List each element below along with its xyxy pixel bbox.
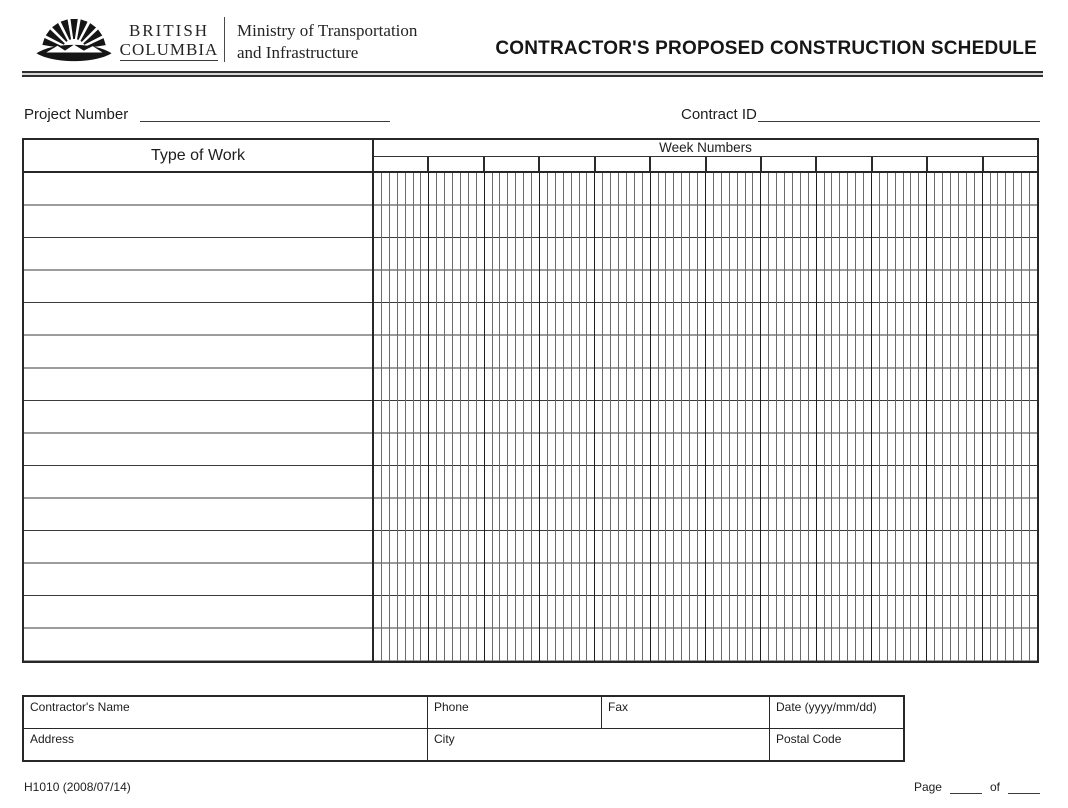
week-cells-row [374, 157, 1037, 171]
schedule-table-body [24, 173, 1037, 661]
contract-id-label: Contract ID [681, 106, 757, 123]
day-column[interactable] [445, 173, 453, 661]
day-column[interactable] [825, 173, 833, 661]
day-column[interactable] [493, 173, 501, 661]
schedule-table [22, 138, 1039, 663]
day-column[interactable] [398, 173, 406, 661]
week-column [374, 173, 429, 661]
week-column [761, 173, 816, 661]
contractor-table-row1 [24, 697, 903, 729]
day-column[interactable] [477, 173, 484, 661]
week-number-cell-4[interactable] [540, 157, 595, 171]
day-column[interactable] [508, 173, 516, 661]
day-column[interactable] [635, 173, 643, 661]
day-column[interactable] [390, 173, 398, 661]
contract-id-field[interactable] [758, 107, 1040, 122]
work-row[interactable] [24, 368, 372, 401]
date-label: Date (yyyy/mm/dd) [776, 700, 877, 714]
work-row[interactable] [24, 173, 372, 206]
fax-field[interactable] [602, 697, 770, 728]
work-row[interactable] [24, 238, 372, 271]
day-column[interactable] [548, 173, 556, 661]
day-column[interactable] [888, 173, 896, 661]
week-number-cell-8[interactable] [762, 157, 817, 171]
date-field[interactable] [770, 697, 903, 728]
day-column[interactable] [643, 173, 650, 661]
day-column[interactable] [414, 173, 422, 661]
day-column[interactable] [769, 173, 777, 661]
day-column[interactable] [817, 173, 825, 661]
day-column[interactable] [516, 173, 524, 661]
of-label: of [989, 780, 1000, 794]
day-column[interactable] [524, 173, 532, 661]
day-column[interactable] [500, 173, 508, 661]
day-column[interactable] [382, 173, 390, 661]
week-column [706, 173, 761, 661]
day-column[interactable] [722, 173, 730, 661]
fax-label: Fax [608, 700, 629, 714]
type-of-work-rows [24, 173, 374, 661]
day-column[interactable] [374, 173, 382, 661]
day-column[interactable] [659, 173, 667, 661]
contractors-name-field[interactable] [24, 697, 428, 728]
header-double-rule [22, 71, 1043, 77]
day-column[interactable] [627, 173, 635, 661]
day-column[interactable] [1006, 173, 1014, 661]
bc-government-logo [28, 12, 120, 66]
postal-code-label: Postal Code [776, 732, 842, 746]
work-row[interactable] [24, 498, 372, 531]
week-number-cell-12[interactable] [984, 157, 1037, 171]
day-column[interactable] [793, 173, 801, 661]
day-column[interactable] [437, 173, 445, 661]
form-number: H1010 (2008/07/14) [24, 780, 131, 794]
day-column[interactable] [864, 173, 871, 661]
ministry-name [237, 20, 417, 64]
ministry-line2: and Infrastructure [237, 43, 359, 62]
day-column[interactable] [880, 173, 888, 661]
day-column[interactable] [872, 173, 880, 661]
week-column [651, 173, 706, 661]
phone-field[interactable] [428, 697, 602, 728]
form-title: CONTRACTOR'S PROPOSED CONSTRUCTION SCHEDULE [495, 38, 1037, 59]
day-column[interactable] [761, 173, 769, 661]
schedule-table-header [24, 140, 1037, 173]
day-column[interactable] [738, 173, 746, 661]
week-column [485, 173, 540, 661]
week-numbers-area [374, 140, 1037, 171]
sunburst-rays-icon [42, 19, 105, 48]
work-row[interactable] [24, 596, 372, 629]
week-number-cell-11[interactable] [928, 157, 983, 171]
page-of-group [914, 780, 1040, 794]
week-number-cell-3[interactable] [485, 157, 540, 171]
week-column [595, 173, 650, 661]
day-column[interactable] [1014, 173, 1022, 661]
day-column[interactable] [540, 173, 548, 661]
week-number-cell-2[interactable] [429, 157, 484, 171]
week-number-cell-1[interactable] [374, 157, 429, 171]
day-column[interactable] [911, 173, 919, 661]
day-column[interactable] [674, 173, 682, 661]
header-divider [224, 17, 225, 62]
week-column [817, 173, 872, 661]
day-column[interactable] [1022, 173, 1030, 661]
day-column[interactable] [746, 173, 754, 661]
day-column[interactable] [461, 173, 469, 661]
address-field[interactable] [24, 729, 428, 760]
day-column[interactable] [698, 173, 705, 661]
day-column[interactable] [690, 173, 698, 661]
day-column[interactable] [453, 173, 461, 661]
day-column[interactable] [406, 173, 414, 661]
day-column[interactable] [785, 173, 793, 661]
week-column [983, 173, 1037, 661]
bc-wordmark [119, 21, 219, 61]
work-row[interactable] [24, 628, 372, 661]
day-column[interactable] [967, 173, 975, 661]
day-column[interactable] [429, 173, 437, 661]
day-column[interactable] [777, 173, 785, 661]
project-number-label: Project Number [24, 106, 129, 123]
week-number-cell-7[interactable] [707, 157, 762, 171]
day-column[interactable] [580, 173, 588, 661]
work-row[interactable] [24, 401, 372, 434]
day-column[interactable] [556, 173, 564, 661]
page-number-field[interactable] [950, 781, 982, 794]
day-column[interactable] [651, 173, 659, 661]
week-number-cell-10[interactable] [873, 157, 928, 171]
day-column[interactable] [587, 173, 594, 661]
address-label: Address [30, 732, 75, 746]
schedule-grid [374, 173, 1037, 661]
week-numbers-header: Week Numbers [374, 140, 1037, 157]
day-column[interactable] [856, 173, 864, 661]
city-label: City [434, 732, 455, 746]
week-number-cell-9[interactable] [817, 157, 872, 171]
work-row[interactable] [24, 433, 372, 466]
day-column[interactable] [532, 173, 539, 661]
day-column[interactable] [809, 173, 816, 661]
day-column[interactable] [706, 173, 714, 661]
day-column[interactable] [919, 173, 926, 661]
project-number-field[interactable] [140, 107, 390, 122]
day-column[interactable] [943, 173, 951, 661]
phone-label: Phone [434, 700, 469, 714]
day-column[interactable] [840, 173, 848, 661]
day-column[interactable] [603, 173, 611, 661]
day-column[interactable] [998, 173, 1006, 661]
week-column [429, 173, 484, 661]
day-column[interactable] [896, 173, 904, 661]
week-number-cell-6[interactable] [651, 157, 706, 171]
day-column[interactable] [959, 173, 967, 661]
day-column[interactable] [666, 173, 674, 661]
day-column[interactable] [832, 173, 840, 661]
day-column[interactable] [682, 173, 690, 661]
work-row[interactable] [24, 563, 372, 596]
day-column[interactable] [469, 173, 477, 661]
city-field[interactable] [428, 729, 770, 760]
day-column[interactable] [619, 173, 627, 661]
page-total-field[interactable] [1008, 781, 1040, 794]
type-of-work-header: Type of Work [24, 140, 374, 171]
day-column[interactable] [730, 173, 738, 661]
week-column [540, 173, 595, 661]
day-column[interactable] [714, 173, 722, 661]
work-row[interactable] [24, 206, 372, 239]
contractors-name-label: Contractor's Name [30, 700, 130, 714]
day-column[interactable] [951, 173, 959, 661]
day-column[interactable] [801, 173, 809, 661]
work-row[interactable] [24, 271, 372, 304]
contractor-table-row2 [24, 729, 903, 760]
work-row[interactable] [24, 303, 372, 336]
week-column [927, 173, 982, 661]
day-column[interactable] [485, 173, 493, 661]
day-column[interactable] [611, 173, 619, 661]
work-row[interactable] [24, 466, 372, 499]
day-column[interactable] [991, 173, 999, 661]
day-column[interactable] [1030, 173, 1037, 661]
day-column[interactable] [421, 173, 428, 661]
day-column[interactable] [927, 173, 935, 661]
day-column[interactable] [753, 173, 760, 661]
page-label: Page [913, 780, 942, 794]
ministry-line1: Ministry of Transportation [237, 21, 418, 40]
bc-wordmark-line1: BRITISH [128, 21, 210, 40]
day-column[interactable] [595, 173, 603, 661]
day-column[interactable] [935, 173, 943, 661]
day-column[interactable] [983, 173, 991, 661]
day-column[interactable] [848, 173, 856, 661]
work-row[interactable] [24, 531, 372, 564]
week-column [872, 173, 927, 661]
week-number-cell-5[interactable] [596, 157, 651, 171]
work-row[interactable] [24, 336, 372, 369]
day-column[interactable] [975, 173, 982, 661]
day-column[interactable] [904, 173, 912, 661]
day-column[interactable] [572, 173, 580, 661]
bc-wordmark-line2: COLUMBIA [119, 40, 219, 59]
contractor-info-table [22, 695, 905, 762]
postal-code-field[interactable] [770, 729, 903, 760]
day-column[interactable] [564, 173, 572, 661]
